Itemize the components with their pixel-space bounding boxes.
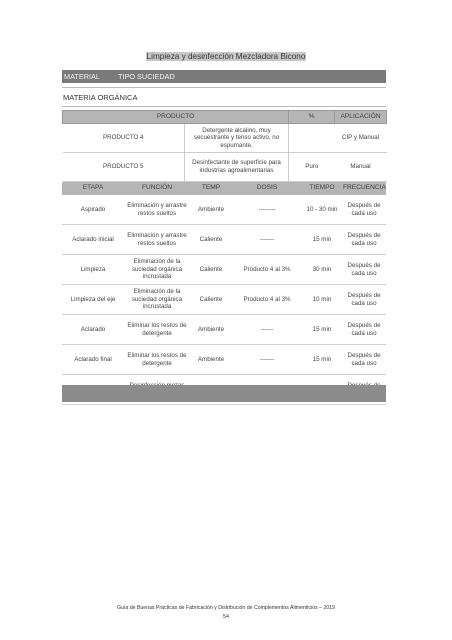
step-dosis: ------- [232,345,302,375]
step-frecuencia: Después de cada uso [342,315,386,345]
header-tiempo: TIEMPO [302,182,342,195]
product-application: CIP y Manual [335,124,387,153]
step-temp: Ambiente [190,195,232,225]
header-etapa: ETAPA [62,182,124,195]
product-name: PRODUCTO 5 [63,153,185,182]
step-tiempo: 10 - 30 min [302,195,342,225]
header-frecuencia: FRECUENCIA [342,182,386,195]
step-dosis: ------- [232,225,302,255]
step-funcion: Eliminación y arrastre restos sueltos [124,195,190,225]
material-header-bar [62,70,386,83]
step-tiempo: 15 min [302,345,342,375]
steps-header-row [62,182,386,195]
step-temp: Ambiente [190,345,232,375]
step-dosis: -------- [232,195,302,225]
step-funcion: Eliminar los restos de detergente [124,345,190,375]
header-aplicacion: APLICACIÓN [335,111,387,124]
step-etapa: Limpieza del eje [62,285,124,315]
product-description: Detergente alcalino, muy secuestrante y tenso activo, no espumante. [185,124,289,153]
document-title-text: Limpieza y desinfección Mezcladora Bicono [146,52,306,61]
step-funcion: Eliminación de la suciedad orgánica incrustada [124,285,190,315]
step-tiempo: 15 min [302,225,342,255]
product-application: Manual [335,153,387,182]
products-header-row [63,111,387,124]
step-funcion: Eliminación y arrastre restos sueltos [124,225,190,255]
step-tiempo: 30 min [302,255,342,285]
step-row [62,345,386,375]
product-description: Desinfectante de superficie para industrias agroalimentarias [185,153,289,182]
step-row [62,285,386,315]
header-funcion: FUNCIÓN [124,182,190,195]
step-frecuencia: Después de cada uso [342,195,386,225]
product-name: PRODUCTO 4 [63,124,185,153]
step-funcion: Eliminar los restos de detergente [124,315,190,345]
section-label: MATERIA ORGÁNICA [62,87,386,107]
step-etapa: Aclarado final [62,345,124,375]
product-percent [289,124,335,153]
step-row [62,255,386,285]
step-temp: Caliente [190,225,232,255]
product-row [63,124,387,153]
step-dosis: Producto 4 al 3% [232,255,302,285]
step-row [62,315,386,345]
header-producto: PRODUCTO [63,111,289,124]
step-frecuencia: Después de cada uso [342,225,386,255]
header-temp: TEMP [190,182,232,195]
dirt-type-label: TIPO SUCIEDAD [118,72,175,81]
page-footer: Guía de Buenas Prácticas de Fabricación y Distribución de Complementos Alimenticios – 2019 [117,605,335,611]
header-percent: % [289,111,335,124]
step-etapa: Aclarado [62,315,124,345]
document-title [0,52,452,61]
step-etapa: Limpieza [62,255,124,285]
material-label: MATERIAL [64,72,100,81]
products-table [62,110,387,182]
step-tiempo: 15 min [302,315,342,345]
step-funcion: Eliminación de la suciedad orgánica incrustada [124,255,190,285]
step-row [62,225,386,255]
step-temp: Ambiente [190,315,232,345]
page-number: 54 [223,614,229,620]
step-frecuencia: Después de cada uso [342,285,386,315]
cleaning-steps-table [62,182,386,405]
step-temp: Caliente [190,255,232,285]
step-frecuencia: Después de cada uso [342,345,386,375]
step-etapa: Aclarado inicial [62,225,124,255]
step-dosis: ------ [232,315,302,345]
step-etapa: Aspirado [62,195,124,225]
step-frecuencia: Después de cada uso [342,255,386,285]
header-dosis: DOSIS [232,182,302,195]
table-footer-bar [62,385,386,402]
step-tiempo: 10 min [302,285,342,315]
step-dosis: Producto 4 al 3% [232,285,302,315]
step-row [62,195,386,225]
product-percent: Puro [289,153,335,182]
step-temp: Caliente [190,285,232,315]
product-row [63,153,387,182]
